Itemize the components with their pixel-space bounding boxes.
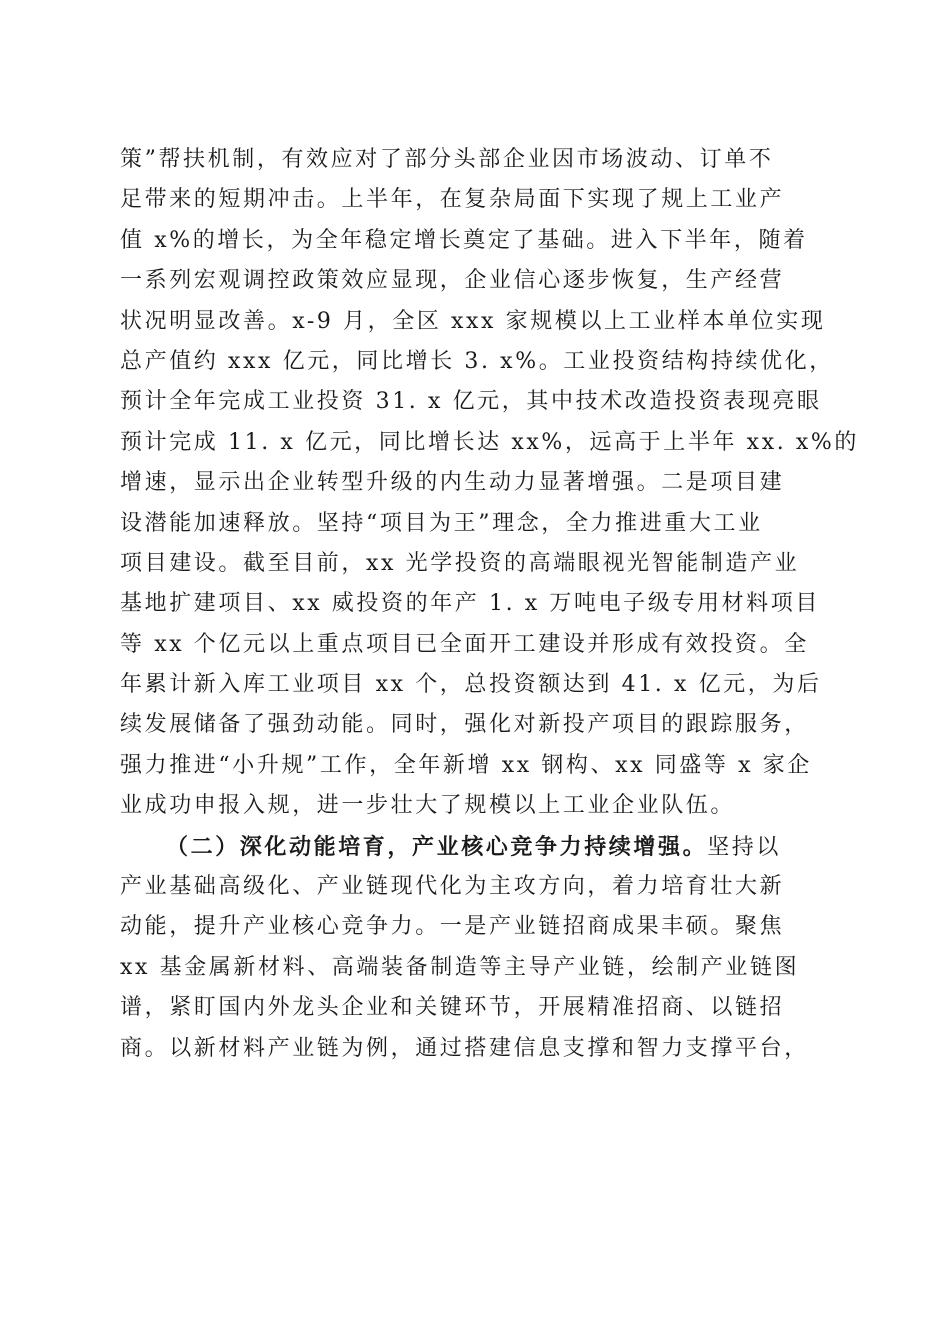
section-heading: （二）深化动能培育，产业核心竞争力持续增强。 bbox=[166, 833, 708, 860]
section-line-2: 动能，提升产业核心竞争力。一是产业链招商成果丰硕。聚焦 bbox=[120, 914, 785, 940]
text-line-9: 增速，显示出企业转型升级的内生动力显著增强。二是项目建 bbox=[120, 470, 785, 496]
body-text bbox=[120, 140, 859, 1069]
section-heading-line bbox=[120, 827, 840, 867]
text-line-5: 状况明显改善。x-9 月，全区 xxx 家规模以上工业样本单位实现 bbox=[120, 308, 826, 334]
text-line-4: 一系列宏观调控政策效应显现，企业信心逐步恢复，生产经营 bbox=[120, 268, 785, 294]
text-line-2: 足带来的短期冲击。上半年，在复杂局面下实现了规上工业产 bbox=[120, 187, 785, 213]
text-line-1: 策”帮扶机制，有效应对了部分头部企业因市场波动、订单不 bbox=[120, 147, 774, 172]
text-line-7: 预计全年完成工业投资 31. x 亿元，其中技术改造投资表现亮眼 bbox=[120, 389, 822, 415]
section-line-3: xx 基金属新材料、高端装备制造等主导产业链，绘制产业链图 bbox=[120, 954, 800, 980]
text-line-10: 设潜能加速释放。坚持“项目为王”理念，全力推进重大工业 bbox=[120, 510, 763, 536]
section-heading-rest: 坚持以 bbox=[707, 834, 782, 860]
text-line-8: 预计完成 11. x 亿元，同比增长达 xx%，远高于上半年 xx. x%的 bbox=[120, 429, 859, 455]
text-line-3: 值 x%的增长，为全年稳定增长奠定了基础。进入下半年，随着 bbox=[120, 227, 808, 253]
text-line-14: 年累计新入库工业项目 xx 个，总投资额达到 41. x 亿元，为后 bbox=[120, 672, 822, 698]
text-line-12: 基地扩建项目、xx 威投资的年产 1. x 万吨电子级专用材料项目 bbox=[120, 591, 820, 617]
text-line-17: 业成功申报入规，进一步壮大了规模以上工业企业队伍。 bbox=[120, 793, 736, 819]
section-line-1: 产业基础高级化、产业链现代化为主攻方向，着力培育壮大新 bbox=[120, 874, 785, 900]
text-line-6: 总产值约 xxx 亿元，同比增长 3. x%。工业投资结构持续优化， bbox=[120, 348, 834, 374]
section-line-5: 商。以新材料产业链为例，通过搭建信息支撑和智力支撑平台， bbox=[120, 1035, 809, 1061]
text-line-15: 续发展储备了强劲动能。同时，强化对新投产项目的跟踪服务， bbox=[120, 712, 809, 738]
section-line-4: 谱，紧盯国内外龙头企业和关键环节，开展精准招商、以链招 bbox=[120, 995, 785, 1021]
text-line-13: 等 xx 个亿元以上重点项目已全面开工建设并形成有效投资。全 bbox=[120, 631, 809, 657]
text-line-16: 强力推进“小升规”工作，全年新增 xx 钢构、xx 同盛等 x 家企 bbox=[120, 752, 812, 778]
text-line-11: 项目建设。截至目前，xx 光学投资的高端眼视光智能制造产业 bbox=[120, 550, 800, 576]
